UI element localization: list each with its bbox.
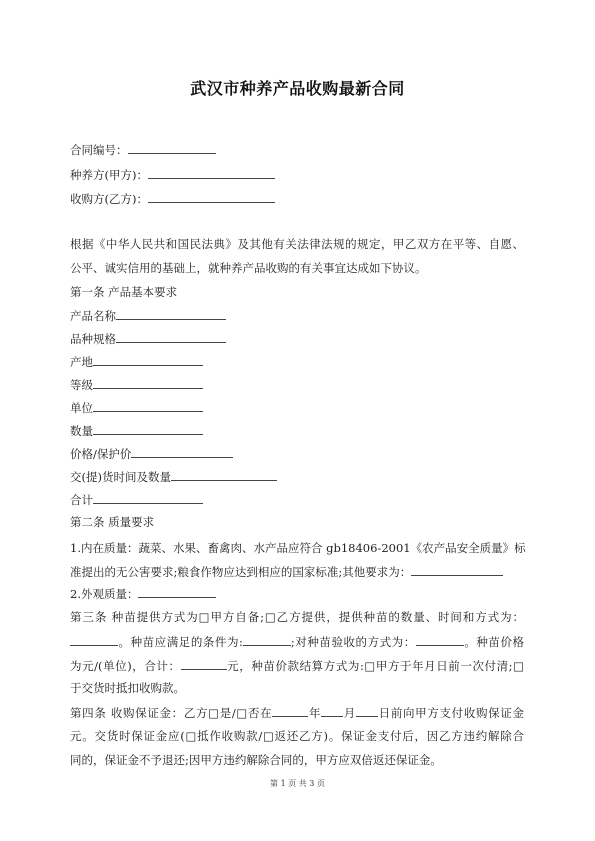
article-4-line-1 bbox=[70, 704, 524, 721]
field-label: 产地 bbox=[70, 355, 93, 369]
field-blank[interactable] bbox=[171, 468, 277, 481]
article-1-heading: 第一条 产品基本要求 bbox=[70, 285, 178, 299]
field-price bbox=[70, 445, 233, 462]
party-a-label: 种养方(甲方)： bbox=[70, 168, 148, 182]
article-3-line-2a: 。种苗应满足的条件为: bbox=[118, 635, 243, 649]
preamble-line-1: 根据《中华人民共和国民法典》及其他有关法律法规的规定，甲乙双方在平等、自愿、 bbox=[70, 237, 524, 251]
article-3-line-3a: 为元/(单位)，合计： bbox=[70, 659, 181, 673]
field-label: 数量 bbox=[70, 424, 93, 438]
contract-number-line bbox=[70, 141, 216, 158]
party-b-label: 收购方(乙方)： bbox=[70, 192, 148, 206]
party-a-blank[interactable] bbox=[148, 166, 275, 179]
field-delivery-time bbox=[70, 468, 277, 485]
field-blank[interactable] bbox=[93, 376, 203, 389]
field-label: 合计 bbox=[70, 493, 93, 507]
field-blank[interactable] bbox=[93, 399, 203, 412]
seedling-inspection-blank[interactable] bbox=[416, 633, 464, 646]
party-a-line bbox=[70, 166, 275, 183]
article-4-line-2: 元。交货时保证金应(□抵作收购款/□返还乙方)。保证金支付后，因乙方违约解除合 bbox=[70, 729, 524, 743]
article-3-line-2 bbox=[70, 633, 524, 650]
field-product-name bbox=[70, 307, 226, 324]
article-2-line-1: 1.内在质量：蔬菜、水果、畜禽肉、水产品应符合 gb18406-2001《农产品安全质量》标 bbox=[70, 541, 526, 555]
field-blank[interactable] bbox=[93, 353, 203, 366]
field-label: 品种规格 bbox=[70, 332, 116, 346]
article-2-line-2-text: 准提出的无公害要求;粮食作物应达到相应的国家标准;其他要求为： bbox=[70, 565, 412, 579]
field-blank[interactable] bbox=[131, 445, 233, 458]
seedling-total-blank[interactable] bbox=[181, 657, 227, 670]
appearance-quality-blank[interactable] bbox=[138, 585, 216, 598]
field-quantity bbox=[70, 422, 203, 439]
field-label: 单位 bbox=[70, 401, 93, 415]
field-origin bbox=[70, 353, 203, 370]
article-2-heading: 第二条 质量要求 bbox=[70, 515, 155, 529]
contract-number-blank[interactable] bbox=[128, 141, 216, 154]
article-3-line-1: 第三条 种苗提供方式为□甲方自备;□乙方提供，提供种苗的数量、时间和方式为： bbox=[70, 610, 524, 624]
article-4-line-1a: 第四条 收购保证金：乙方□是/□否在 bbox=[70, 706, 273, 720]
article-3-line-2b: ;对种苗验收的方式为： bbox=[290, 635, 416, 649]
field-total bbox=[70, 491, 203, 508]
field-grade bbox=[70, 376, 203, 393]
field-label: 等级 bbox=[70, 378, 93, 392]
preamble-line-2: 公平、诚实信用的基础上，就种养产品收购的有关事宜达成如下协议。 bbox=[70, 261, 427, 275]
article-4-line-1d: 日前向甲方支付收购保证金 bbox=[377, 706, 525, 720]
deposit-day-blank[interactable] bbox=[356, 704, 378, 717]
article-2-line-2 bbox=[70, 563, 503, 580]
party-b-line bbox=[70, 190, 275, 207]
seedling-condition-blank[interactable] bbox=[243, 633, 291, 646]
article-3-line-2c: 。种苗价格 bbox=[463, 635, 525, 649]
article-2-line-3 bbox=[70, 585, 216, 602]
article-3-line-3 bbox=[70, 657, 524, 674]
field-blank[interactable] bbox=[93, 422, 203, 435]
field-label: 价格/保护价 bbox=[70, 447, 132, 461]
deposit-year-blank[interactable] bbox=[272, 704, 308, 717]
field-blank[interactable] bbox=[93, 491, 203, 504]
contract-number-label: 合同编号： bbox=[70, 143, 128, 157]
article-4-line-1c: 月 bbox=[343, 706, 356, 720]
field-blank[interactable] bbox=[116, 307, 226, 320]
article-3-line-4: 于交货时抵扣收购款。 bbox=[70, 681, 185, 695]
field-label: 产品名称 bbox=[70, 309, 116, 323]
document-title: 武汉市种养产品收购最新合同 bbox=[190, 79, 405, 98]
field-blank[interactable] bbox=[116, 330, 226, 343]
field-label: 交(提)货时间及数量 bbox=[70, 470, 171, 484]
article-3-line-3b: 元，种苗价款结算方式为:□甲方于年月日前一次付清;□ bbox=[226, 659, 524, 673]
seedling-method-blank[interactable] bbox=[70, 633, 118, 646]
article-4-line-1b: 年 bbox=[308, 706, 322, 720]
appearance-quality-label: 2.外观质量： bbox=[70, 587, 139, 601]
field-unit bbox=[70, 399, 203, 416]
other-requirements-blank[interactable] bbox=[411, 563, 503, 576]
deposit-month-blank[interactable] bbox=[321, 704, 343, 717]
article-4-line-3: 同的，保证金不予退还;因甲方违约解除合同的，甲方应双倍返还保证金。 bbox=[70, 753, 442, 767]
field-variety-spec bbox=[70, 330, 226, 347]
page-number: 第 1 页 共 3 页 bbox=[270, 779, 325, 788]
party-b-blank[interactable] bbox=[148, 190, 275, 203]
